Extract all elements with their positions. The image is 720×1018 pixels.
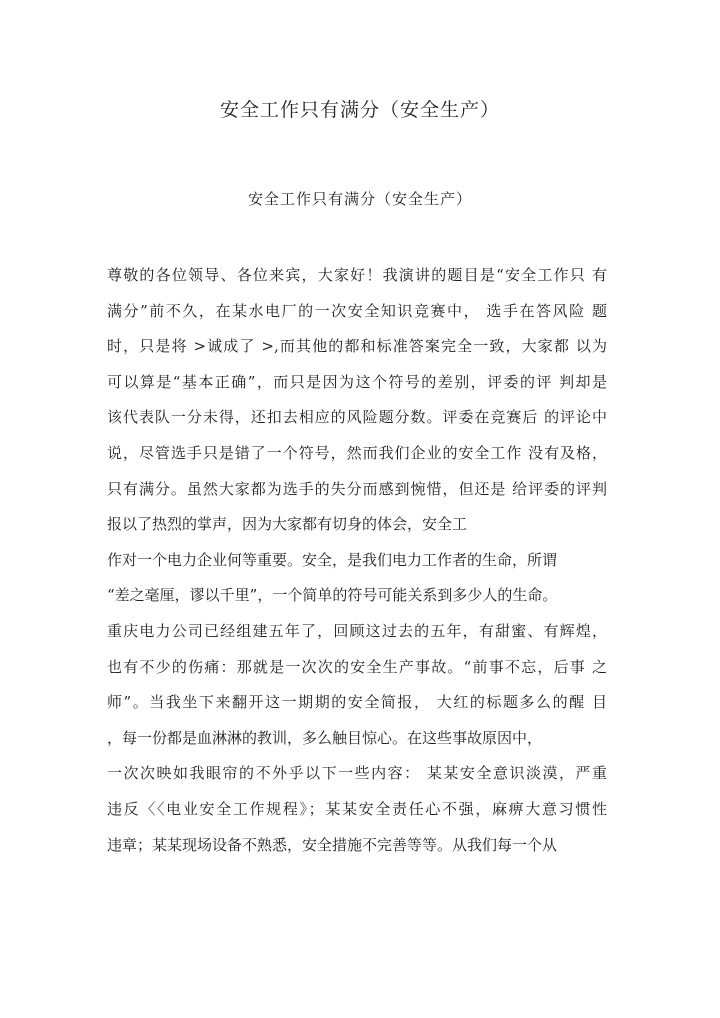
document-body [107,264,607,869]
body-line: 违章；某某现场设备不熟悉，安全措施不完善等等。从我们每一个从 [107,835,558,854]
body-line: 作对一个电力企业何等重要。安全，是我们电力工作者的生命，所谓 [107,550,558,569]
body-line: 报以了热烈的掌声，因为大家都有切身的体会，安全工 [107,515,468,534]
body-line: 也有不少的伤痛：那就是一次次的安全生产事故。“前事不忘，后事 之 [107,657,607,676]
document-subtitle: 安全工作只有满分（安全生产） [247,190,472,208]
body-line: 时，只是将 >诚成了 >,而其他的都和标准答案完全一致，大家都 以为 [107,337,607,356]
body-line: 师”。当我坐下来翻开这一期期的安全简报， 大红的标题多么的醒 目 [107,693,607,712]
body-line: 一次次映如我眼帘的不外乎以下一些内容： 某某安全意识淡漠，严重 [107,764,607,783]
body-line: 只有满分。虽然大家都为选手的失分而感到惋惜，但还是 给评委的评判 [107,479,607,498]
body-line: 满分”前不久，在某水电厂的一次安全知识竞赛中， 选手在答风险 题 [107,301,607,320]
body-line: 可以算是“基本正确”，而只是因为这个符号的差别，评委的评 判却是 [107,372,607,391]
body-line: “差之毫厘，谬以千里”，一个简单的符号可能关系到多少人的生命。 [107,586,558,605]
body-line: 说，尽管选手只是错了一个符号，然而我们企业的安全工作 没有及格， [107,443,607,462]
body-line: ，每一份都是血淋淋的教训，多么触目惊心。在这些事故原因中， [107,728,543,747]
body-line: 该代表队一分未得，还扣去相应的风险题分数。评委在竞赛后 的评论中 [107,408,607,427]
body-line: 尊敬的各位领导、各位来宾，大家好！我演讲的题目是“安全工作只 有 [107,266,607,284]
document-title: 安全工作只有满分（安全生产） [219,99,500,121]
body-line: 违反〈〈电业安全工作规程》；某某安全责任心不强，麻痹大意习惯性 [107,799,607,818]
body-line: 重庆电力公司已经组建五年了，回顾这过去的五年，有甜蜜、有辉煌， [107,621,607,640]
